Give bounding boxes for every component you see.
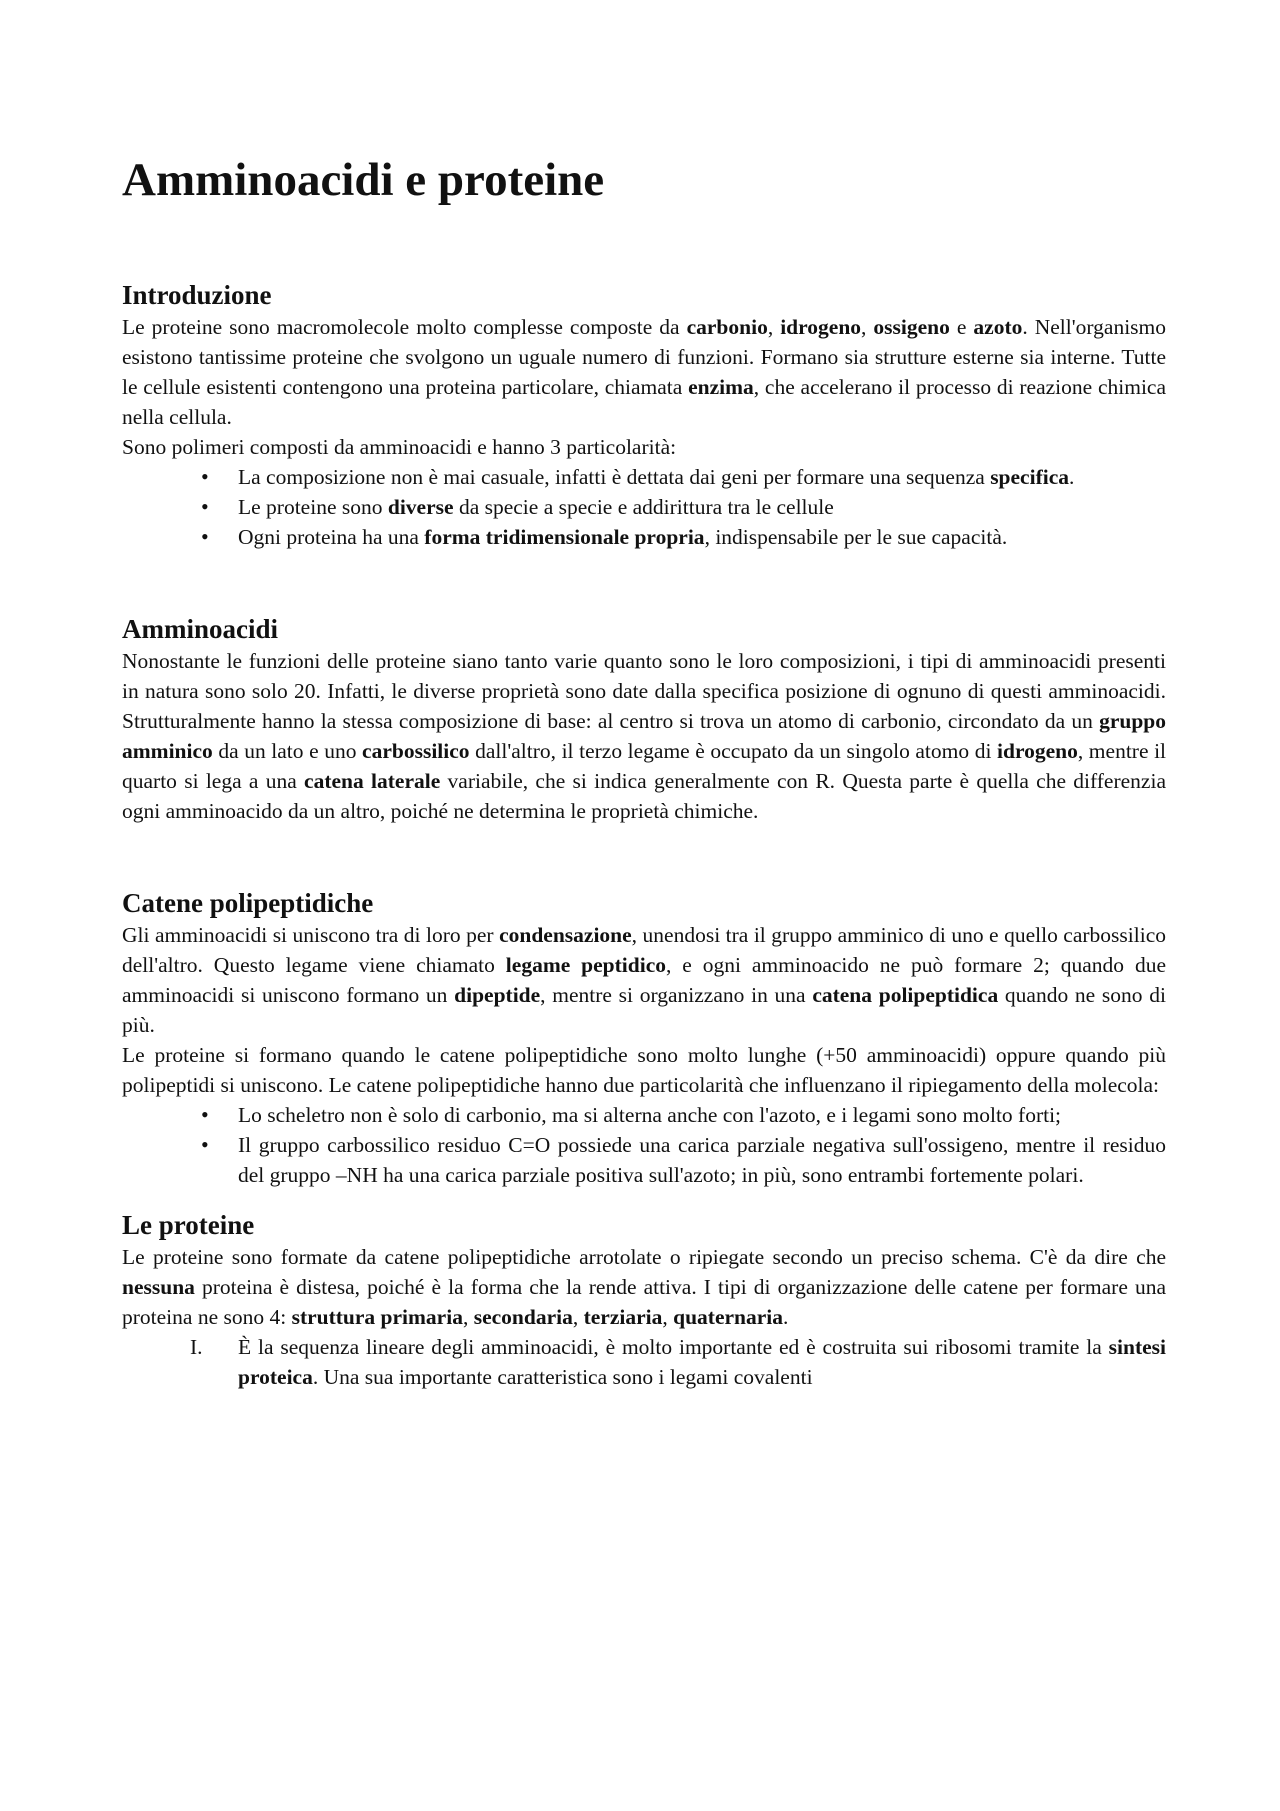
text-run: . Nell'organismo esistono tantissime proteine che svolgono un uguale numero di funzioni. Formano sia strutture esterne sia interne. Tutte le cellule esistenti contengono una proteina particolare, chiamata [122,315,1167,399]
paragraph [122,1242,1166,1332]
bold-term: secondaria [473,1305,573,1329]
text-run: e [949,315,974,339]
text-run: , [767,315,781,339]
section-heading: Amminoacidi [122,614,279,644]
bullet-list [122,462,1166,552]
bold-term: idrogeno [997,739,1078,763]
bold-term: catena polipeptidica [812,983,999,1007]
bold-term: struttura primaria [291,1305,463,1329]
text-run: , mentre si organizzano in una [540,983,813,1007]
paragraph [122,920,1166,1040]
bold-term: idrogeno [780,315,862,339]
bold-term: azoto [973,315,1023,339]
text-run: , unendosi tra il gruppo amminico di uno e quello carbossilico dell'altro. Questo legame viene chiamato [122,923,1166,977]
text-run: . [783,1305,789,1329]
bold-term: carbossilico [362,739,470,763]
bold-term: condensazione [499,923,632,947]
section-le-proteine [122,1208,1166,1392]
text-run: Nonostante le funzioni delle proteine siano tanto varie quanto sono le loro composizioni, i tipi di amminoacidi presenti in natura sono solo 20. Infatti, le diverse proprietà sono date dalla specifica posizione di ognuno di questi amminoacidi. Strutturalmente hanno la stessa composizione di base: al centro si trova un atomo di carbonio, circondato da un [122,649,1166,733]
bold-term: diverse [387,495,454,519]
text-run: , indispensabile per le sue capacità. [704,525,1008,549]
list-marker: I. [190,1335,203,1359]
bold-term: quaternaria [673,1305,784,1329]
text-run: . Una sua importante caratteristica sono i legami covalenti [312,1365,813,1389]
section-amminoacidi [122,612,1166,826]
bold-term: catena laterale [304,769,441,793]
bold-term: legame peptidico [505,953,666,977]
bold-term: carbonio [686,315,768,339]
bold-term: dipeptide [454,983,541,1007]
section-heading: Introduzione [122,280,272,310]
text-run: , [662,1305,674,1329]
text-run: , [572,1305,584,1329]
page-title: Amminoacidi e proteine [122,154,605,206]
bold-term: enzima [688,375,754,399]
roman-list [122,1332,1166,1392]
paragraph [122,312,1166,432]
list-item [190,1332,1166,1392]
text-run: La composizione non è mai casuale, infatti è dettata dai geni per formare una sequenza [238,465,991,489]
text-run: , [861,315,874,339]
document-page [122,150,1166,1392]
text-run: Le proteine sono [238,495,388,519]
bold-term: ossigeno [873,315,950,339]
text-run: quando ne sono di più. [122,983,1166,1037]
bold-term: sintesi proteica [238,1335,1166,1389]
paragraph: Le proteine si formano quando le catene polipeptidiche sono molto lunghe (+50 amminoacidi) oppure quando più polipeptidi si uniscono. Le catene polipeptidiche hanno due particolarità che influenzano il ripiegamento della molecola: [122,1043,1166,1097]
text-run: proteina è distesa, poiché è la forma che la rende attiva. I tipi di organizzazione delle catene per formare una proteina ne sono 4: [122,1275,1166,1329]
paragraph [122,646,1166,826]
list-item [238,522,1166,552]
text-run: , e ogni amminoacido ne può formare 2; quando due amminoacidi si uniscono formano un [122,953,1166,1007]
text-run: , che accelerano il processo di reazione chimica nella cellula. [122,375,1166,429]
text-run: . [1069,465,1075,489]
text-run: dall'altro, il terzo legame è occupato da un singolo atomo di [469,739,998,763]
bold-term: gruppo amminico [122,709,1166,763]
text-run: È la sequenza lineare degli amminoacidi, è molto importante ed è costruita sui ribosomi tramite la [238,1335,1109,1359]
section-heading: Le proteine [122,1210,255,1240]
bold-term: nessuna [122,1275,195,1299]
text-run: da un lato e uno [212,739,363,763]
bold-term: specifica [990,465,1069,489]
bold-term: terziaria [583,1305,663,1329]
text-run: , mentre il quarto si lega a una [122,739,1167,793]
section-heading: Catene polipeptidiche [122,888,374,918]
bullet-list [122,1100,1166,1190]
text-run: variabile, che si indica generalmente con R. Questa parte è quella che differenzia ogni amminoacido da un altro, poiché ne determina le proprietà chimiche. [122,769,1166,823]
text-run: da specie a specie e addirittura tra le cellule [453,495,834,519]
text-run: Ogni proteina ha una [238,525,425,549]
bold-term: forma tridimensionale propria [424,525,705,549]
text-run: Gli amminoacidi si uniscono tra di loro per [122,923,500,947]
list-item [238,462,1166,492]
list-item [238,492,1166,522]
text-run: Le proteine sono macromolecole molto complesse composte da [122,315,687,339]
list-item: • Il gruppo carbossilico residuo C=O possiede una carica parziale negativa sull'ossigeno, mentre il residuo del gruppo –NH ha una carica parziale positiva sull'azoto; in più, sono entrambi fortemente polari. [238,1130,1166,1190]
text-run: Le proteine sono formate da catene polipeptidiche arrotolate o ripiegate secondo un preciso schema. C'è da dire che [122,1245,1166,1269]
text-run: , [462,1305,474,1329]
section-introduzione [122,278,1166,552]
section-catene-polipeptidiche [122,886,1166,1190]
paragraph: Sono polimeri composti da amminoacidi e hanno 3 particolarità: [122,435,677,459]
list-item: • Lo scheletro non è solo di carbonio, ma si alterna anche con l'azoto, e i legami sono molto forti; [238,1100,1166,1130]
